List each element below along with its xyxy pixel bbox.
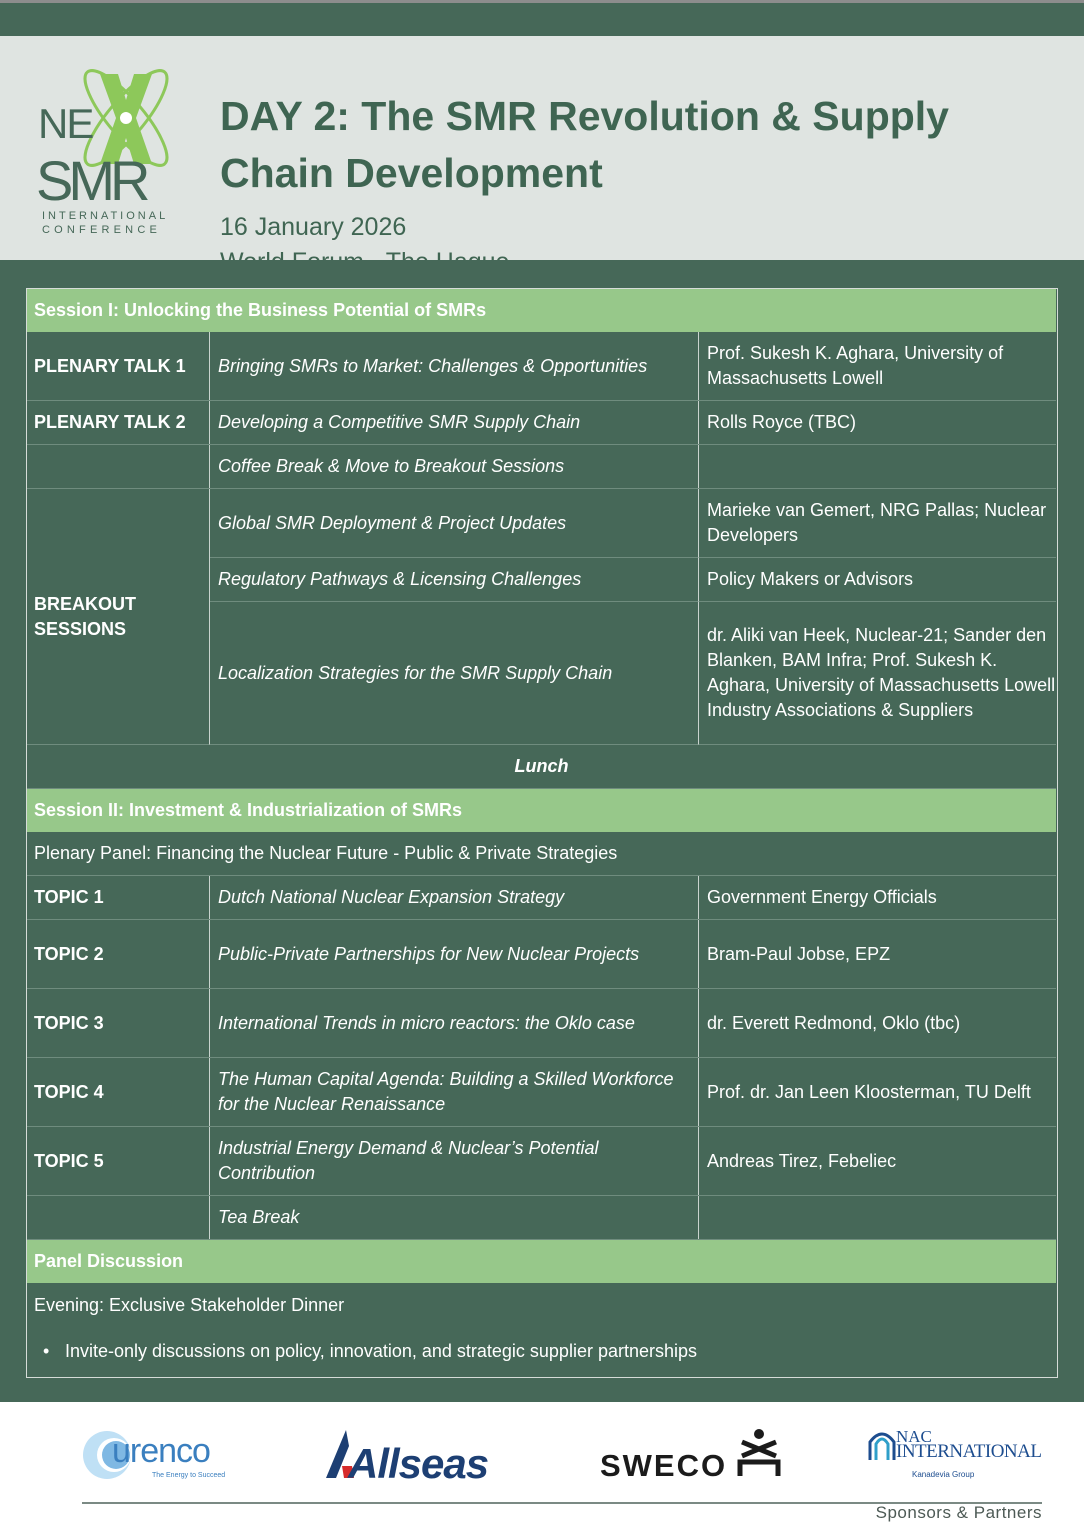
bullet-text: Invite-only discussions on policy, innovation, and strategic supplier partnerships	[65, 1341, 698, 1361]
row-label: TOPIC 3	[27, 989, 210, 1057]
row-label: TOPIC 2	[27, 920, 210, 988]
table-row	[27, 1127, 1056, 1196]
table-row	[27, 920, 1056, 989]
row-label: TOPIC 5	[27, 1127, 210, 1195]
nac-logo	[866, 1424, 1042, 1484]
table-row	[27, 989, 1056, 1058]
nexsmr-logo	[36, 60, 176, 240]
urenco-name: urenco	[112, 1432, 210, 1470]
row-speaker: Prof. dr. Jan Leen Kloosterman, TU Delft	[707, 1081, 1031, 1102]
page-header	[0, 36, 1084, 260]
table-row	[27, 332, 1056, 401]
sweco-figure-icon	[734, 1426, 784, 1480]
row-speaker: Prof. Sukesh K. Aghara, University of Massachusetts Lowell	[707, 343, 1004, 388]
row-topic: Regulatory Pathways & Licensing Challenges	[210, 558, 699, 602]
row-speaker: Andreas Tirez, Febeliec	[707, 1150, 897, 1171]
row-topic: The Human Capital Agenda: Building a Skilled Workforce for the Nuclear Renaissance	[210, 1058, 699, 1126]
urenco-tagline: The Energy to Succeed	[152, 1472, 226, 1479]
session-title: Panel Discussion	[34, 1251, 184, 1271]
agenda-table	[26, 288, 1058, 1378]
urenco-logo	[82, 1426, 232, 1486]
table-row	[27, 401, 1056, 445]
top-band	[0, 0, 1084, 36]
row-topic: Dutch National Nuclear Expansion Strategy	[210, 876, 699, 919]
row-speaker: Marieke van Gemert, NRG Pallas; Nuclear Developers	[699, 489, 1056, 558]
allseas-logo	[322, 1426, 512, 1486]
session-title: Session I: Unlocking the Business Potential of SMRs	[34, 300, 487, 320]
panel-row	[27, 832, 1056, 876]
breakout-label: BREAKOUT SESSIONS	[27, 489, 210, 745]
table-row	[27, 1058, 1056, 1127]
row-speaker: Bram-Paul Jobse, EPZ	[707, 943, 891, 964]
row-label: PLENARY TALK 1	[27, 332, 210, 400]
session-header	[27, 289, 1056, 332]
logo-conference: CONFERENCE	[42, 224, 162, 236]
row-label	[27, 1196, 210, 1239]
logo-smr: SMR	[36, 149, 146, 212]
row-topic: Developing a Competitive SMR Supply Chain	[210, 401, 699, 444]
row-label: PLENARY TALK 2	[27, 401, 210, 444]
row-speaker	[699, 445, 1056, 488]
allseas-name: Allseas	[348, 1440, 489, 1487]
row-speaker: Policy Makers or Advisors	[699, 558, 1056, 602]
row-topic: Localization Strategies for the SMR Supply Chain	[210, 602, 699, 745]
table-row	[27, 489, 1056, 558]
table-row	[27, 602, 1056, 745]
table-row	[27, 1196, 1056, 1240]
row-speaker: dr. Aliki van Heek, Nuclear-21; Sander den Blanken, BAM Infra; Prof. Sukesh K. Aghara, University of Massachusetts Lowell Industry Associations & Suppliers	[699, 602, 1056, 745]
lunch-row	[27, 745, 1056, 789]
row-label: TOPIC 1	[27, 876, 210, 919]
row-topic: Global SMR Deployment & Project Updates	[210, 489, 699, 558]
row-speaker: dr. Everett Redmond, Oklo (tbc)	[707, 1012, 961, 1033]
event-date: 16 January 2026	[220, 213, 407, 241]
table-row	[27, 445, 1056, 489]
agenda-area	[0, 260, 1084, 1402]
row-topic: Bringing SMRs to Market: Challenges & Opportunities	[210, 332, 699, 400]
panel-title: Plenary Panel: Financing the Nuclear Future - Public & Private Strategies	[34, 843, 618, 863]
row-topic: International Trends in micro reactors: the Oklo case	[210, 989, 699, 1057]
row-topic: Industrial Energy Demand & Nuclear’s Potential Contribution	[210, 1127, 699, 1195]
row-topic: Coffee Break & Move to Breakout Sessions	[210, 445, 699, 488]
page-title: DAY 2: The SMR Revolution & Supply Chain Development	[220, 93, 949, 196]
session-header	[27, 789, 1056, 832]
table-row	[27, 876, 1056, 920]
logo-international: INTERNATIONAL	[42, 210, 169, 222]
row-label: TOPIC 4	[27, 1058, 210, 1126]
bullet-item	[43, 1341, 697, 1362]
nac-building-icon	[868, 1428, 896, 1462]
nac-line3: Kanadevia Group	[912, 1470, 975, 1479]
bullet-icon: •	[43, 1341, 50, 1361]
evening-title: Evening: Exclusive Stakeholder Dinner	[34, 1294, 345, 1315]
row-speaker: Rolls Royce (TBC)	[707, 412, 857, 432]
lunch-label: Lunch	[514, 756, 569, 776]
row-topic: Public-Private Partnerships for New Nuclear Projects	[210, 920, 699, 988]
evening-row	[27, 1283, 1056, 1327]
sponsors-footer	[0, 1402, 1084, 1536]
nac-line1: NAC	[896, 1427, 932, 1446]
table-row	[27, 558, 1056, 602]
row-label	[27, 445, 210, 488]
row-speaker: Government Energy Officials	[707, 887, 937, 907]
sweco-name: SWECO	[600, 1448, 728, 1483]
logo-ne: NE	[38, 100, 93, 147]
session-header	[27, 1240, 1056, 1283]
row-speaker	[699, 1196, 1056, 1239]
session-title: Session II: Investment & Industrialization of SMRs	[34, 800, 463, 820]
sponsors-label: Sponsors & Partners	[875, 1503, 1042, 1522]
row-topic: Tea Break	[210, 1196, 699, 1239]
nac-line2: INTERNATIONAL	[896, 1441, 1042, 1462]
sweco-logo	[600, 1426, 790, 1486]
